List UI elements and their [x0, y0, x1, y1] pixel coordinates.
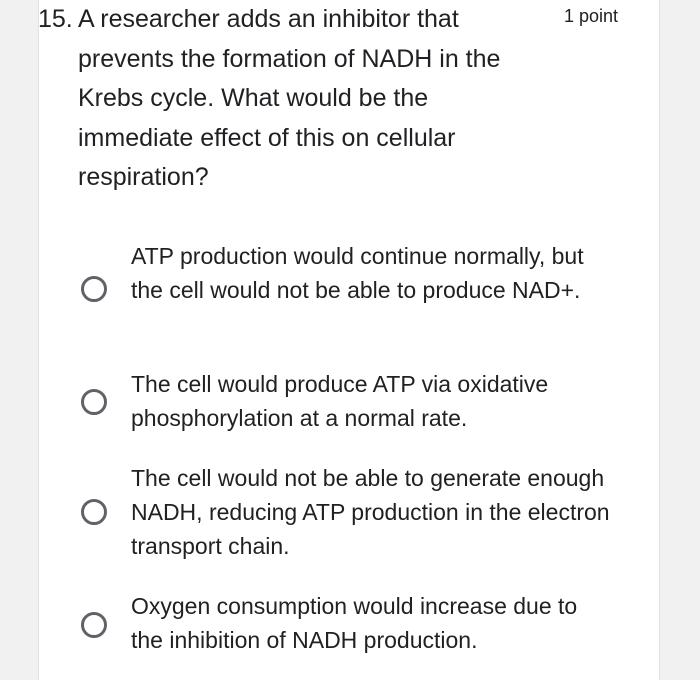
points-label: 1 point — [564, 6, 619, 26]
option-label: The cell would not be able to generate enough NADH, reducing ATP production in the electron transport chain. — [131, 465, 610, 559]
option-2[interactable] — [75, 366, 635, 436]
radio-button[interactable] — [81, 612, 107, 638]
option-3[interactable] — [75, 460, 635, 570]
radio-button[interactable] — [81, 276, 107, 302]
radio-button[interactable] — [81, 389, 107, 415]
option-1[interactable] — [75, 236, 635, 346]
option-label: ATP production would continue normally, but the cell would not be able to produce NAD+. — [131, 243, 584, 303]
option-label: Oxygen consumption would increase due to the inhibition of NADH production. — [131, 593, 578, 653]
option-4[interactable] — [75, 588, 635, 658]
question-number: 15. — [38, 5, 73, 33]
radio-button[interactable] — [81, 499, 107, 525]
question-text: A researcher adds an inhibitor that prevents the formation of NADH in the Krebs cycle. What would be the immediate effect of this on cellular respiration? — [78, 5, 501, 191]
option-label: The cell would produce ATP via oxidative phosphorylation at a normal rate. — [131, 371, 549, 431]
